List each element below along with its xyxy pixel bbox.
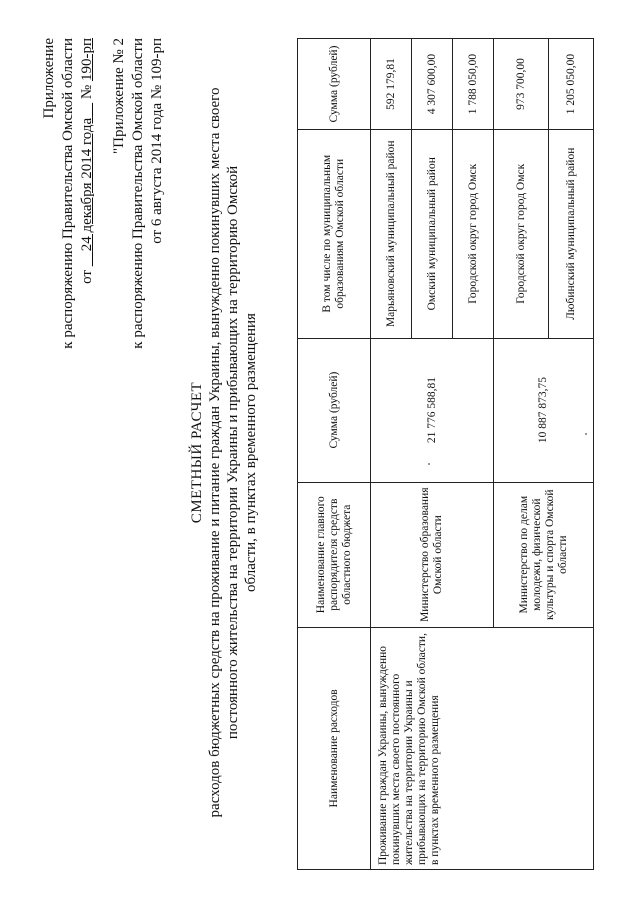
title-line-1: расходов бюджетных средств на проживание и питание граждан Украины, вынужденно покинувших места своего <box>207 87 223 818</box>
appendix2-order-reference: к распоряжению Правительства Омской области <box>130 38 146 349</box>
header-total-sum: Сумма (рублей) <box>298 338 371 482</box>
municipal-sum-cell: 1 205 050,00 <box>549 39 594 130</box>
ministry-cell: Министерство по делам молодежи, физической культуры и спорта Омской области <box>494 482 594 627</box>
header-expense-name: Наименование расходов <box>298 627 371 869</box>
municipality-cell: Марьяновский муниципальный район <box>371 130 412 339</box>
header-municipality: В том числе по муниципальным образованиям Омской области <box>298 130 371 339</box>
appendix-header <box>40 38 97 349</box>
date-prefix: от <box>79 270 95 284</box>
title-line-2: постоянного жительства на территории Украины и прибывающих на территорию Омской <box>225 165 241 740</box>
table-header-row <box>298 39 371 870</box>
ministry-cell: Министерство образования Омской области <box>371 482 494 627</box>
header-municipal-sum: Сумма (рублей) <box>298 39 371 130</box>
municipal-sum-cell: 1 788 050,00 <box>453 39 494 130</box>
order-date: 24 декабря 2014 года <box>79 117 95 252</box>
scan-speck <box>585 433 587 435</box>
ministry-total-cell: 10 887 873,75 <box>494 338 594 482</box>
document-title <box>188 60 260 845</box>
order-reference: к распоряжению Правительства Омской области <box>60 38 76 349</box>
municipality-cell: Любинский муниципальный район <box>549 130 594 339</box>
municipality-cell: Омский муниципальный район <box>412 130 453 339</box>
header-ministry: Наименование главного распорядителя средств областного бюджета <box>298 482 371 627</box>
order-date-line <box>78 38 97 349</box>
title-line-3: области, в пунктах временного размещения <box>243 313 259 592</box>
expense-name-cell: Проживание граждан Украины, вынужденно покинувших места своего постоянного жительства на территории Украины и прибывающих на территорию Омской области, в пунктах временного размещения <box>371 627 594 869</box>
municipality-cell: Городской округ город Омск <box>494 130 549 339</box>
order-number: 190-рп <box>79 38 95 82</box>
municipal-sum-cell: 4 307 600,00 <box>412 39 453 130</box>
estimate-table <box>297 38 594 870</box>
scan-speck <box>428 463 430 465</box>
municipal-sum-cell: 592 179,81 <box>371 39 412 130</box>
appendix2-header <box>110 38 167 349</box>
table-row <box>371 39 412 870</box>
appendix-label: Приложение <box>41 38 57 119</box>
appendix2-label: "Приложение № 2 <box>111 38 127 154</box>
ministry-total-cell: 21 776 588,81 <box>371 338 494 482</box>
municipal-sum-cell: 973 700,00 <box>494 39 549 130</box>
number-prefix: № <box>79 84 95 100</box>
title-heading: СМЕТНЫЙ РАСЧЕТ <box>189 381 205 524</box>
municipality-cell: Городской округ город Омск <box>453 130 494 339</box>
appendix2-date-number: от 6 августа 2014 года № 109-рп <box>149 38 165 244</box>
